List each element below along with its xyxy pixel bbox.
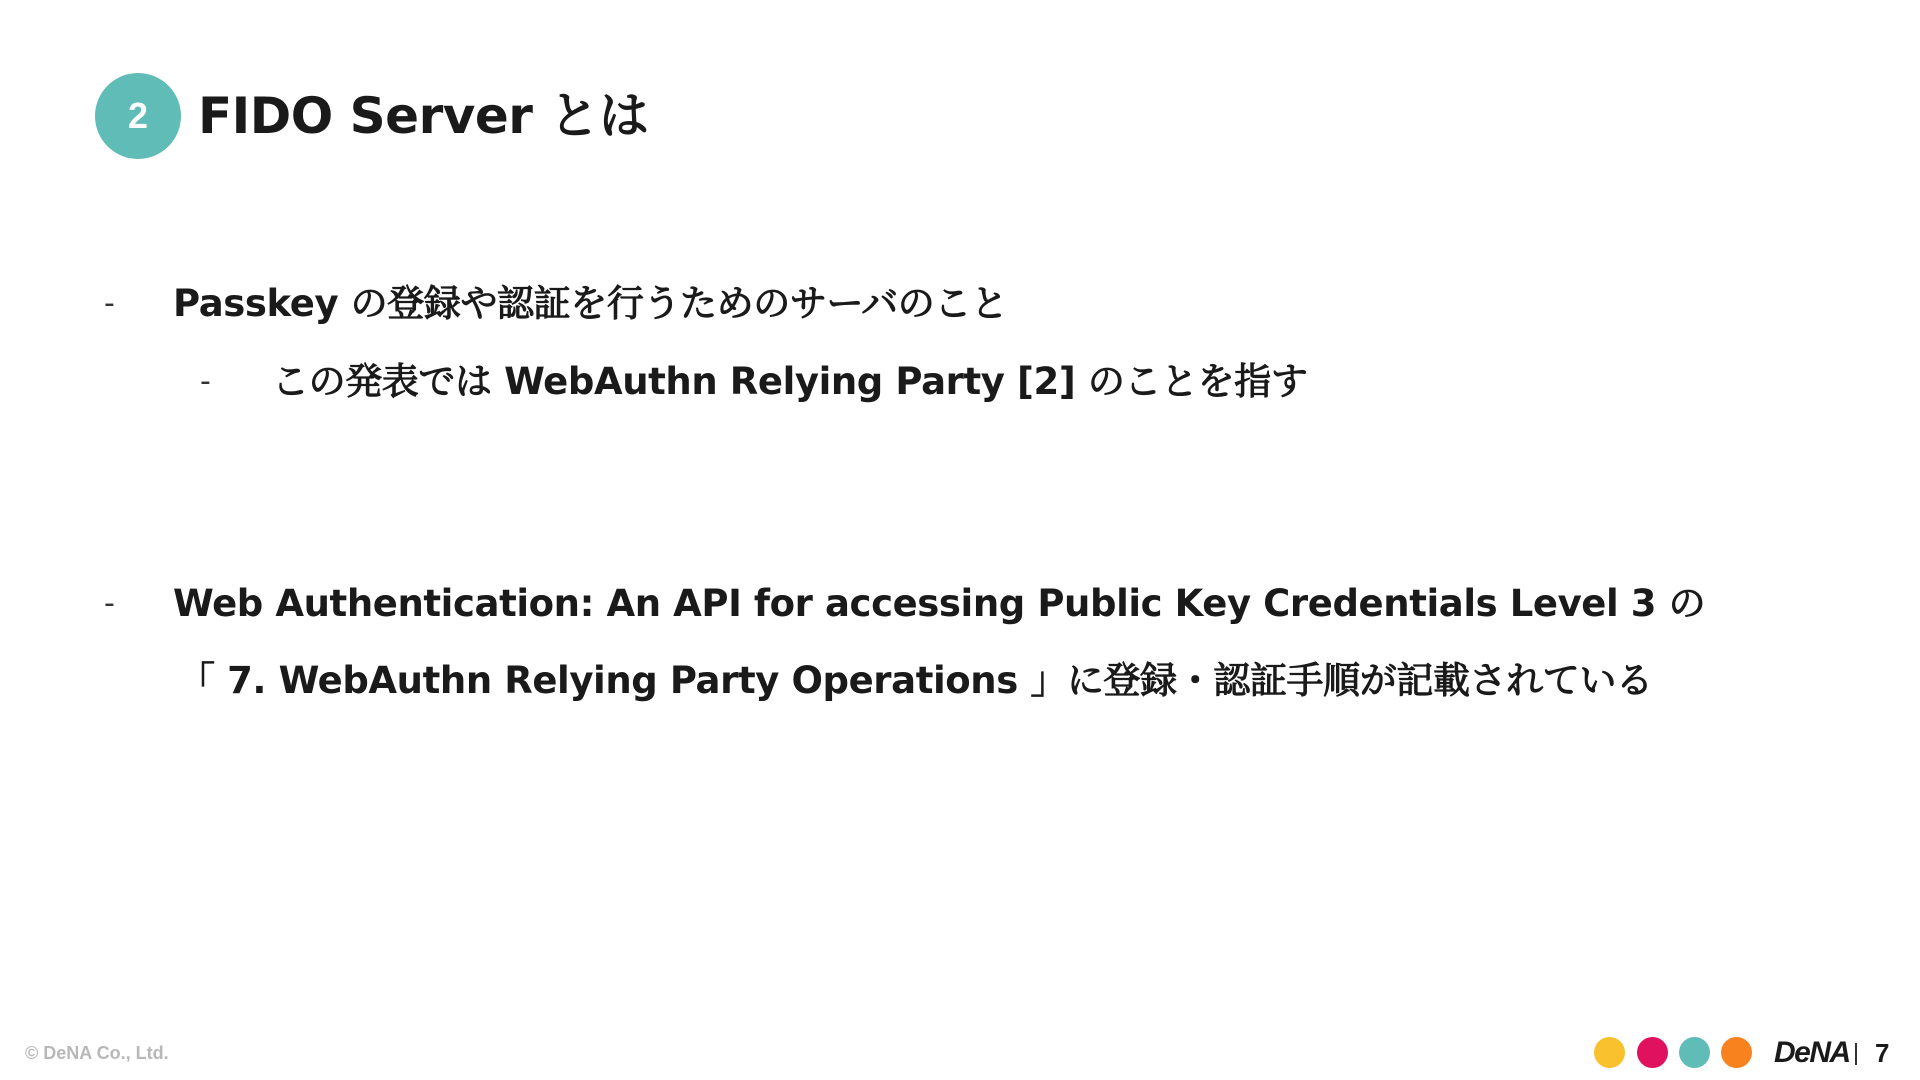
- page-number: 7: [1875, 1038, 1890, 1068]
- brand-dot-orange: [1721, 1037, 1752, 1068]
- sub-bullet-text: この発表では WebAuthn Relying Party [2] のことを指す: [272, 360, 1308, 403]
- brand-dot-yellow: [1594, 1037, 1625, 1068]
- copyright-text: © DeNA Co., Ltd.: [25, 1043, 169, 1063]
- bullet-dash: -: [104, 586, 115, 621]
- brand-dot-magenta: [1637, 1037, 1668, 1068]
- slide-title: FIDO Server とは: [198, 87, 649, 145]
- sub-bullet-dash: -: [200, 364, 211, 399]
- dena-logo: DeNA: [1774, 1036, 1850, 1069]
- bullet-text-line-2: 「 7. WebAuthn Relying Party Operations 」に登録・認証手順が記載されている: [178, 659, 1653, 702]
- bullet-dash: -: [104, 286, 115, 321]
- section-number: 2: [127, 95, 149, 136]
- bullet-text-line-1: Web Authentication: An API for accessing Public Key Credentials Level 3 の: [173, 582, 1706, 625]
- bullet-text: Passkey の登録や認証を行うためのサーバのこと: [173, 282, 1008, 325]
- section-number-badge: [95, 73, 181, 159]
- footer-separator: [1855, 1043, 1857, 1065]
- brand-dot-teal: [1679, 1037, 1710, 1068]
